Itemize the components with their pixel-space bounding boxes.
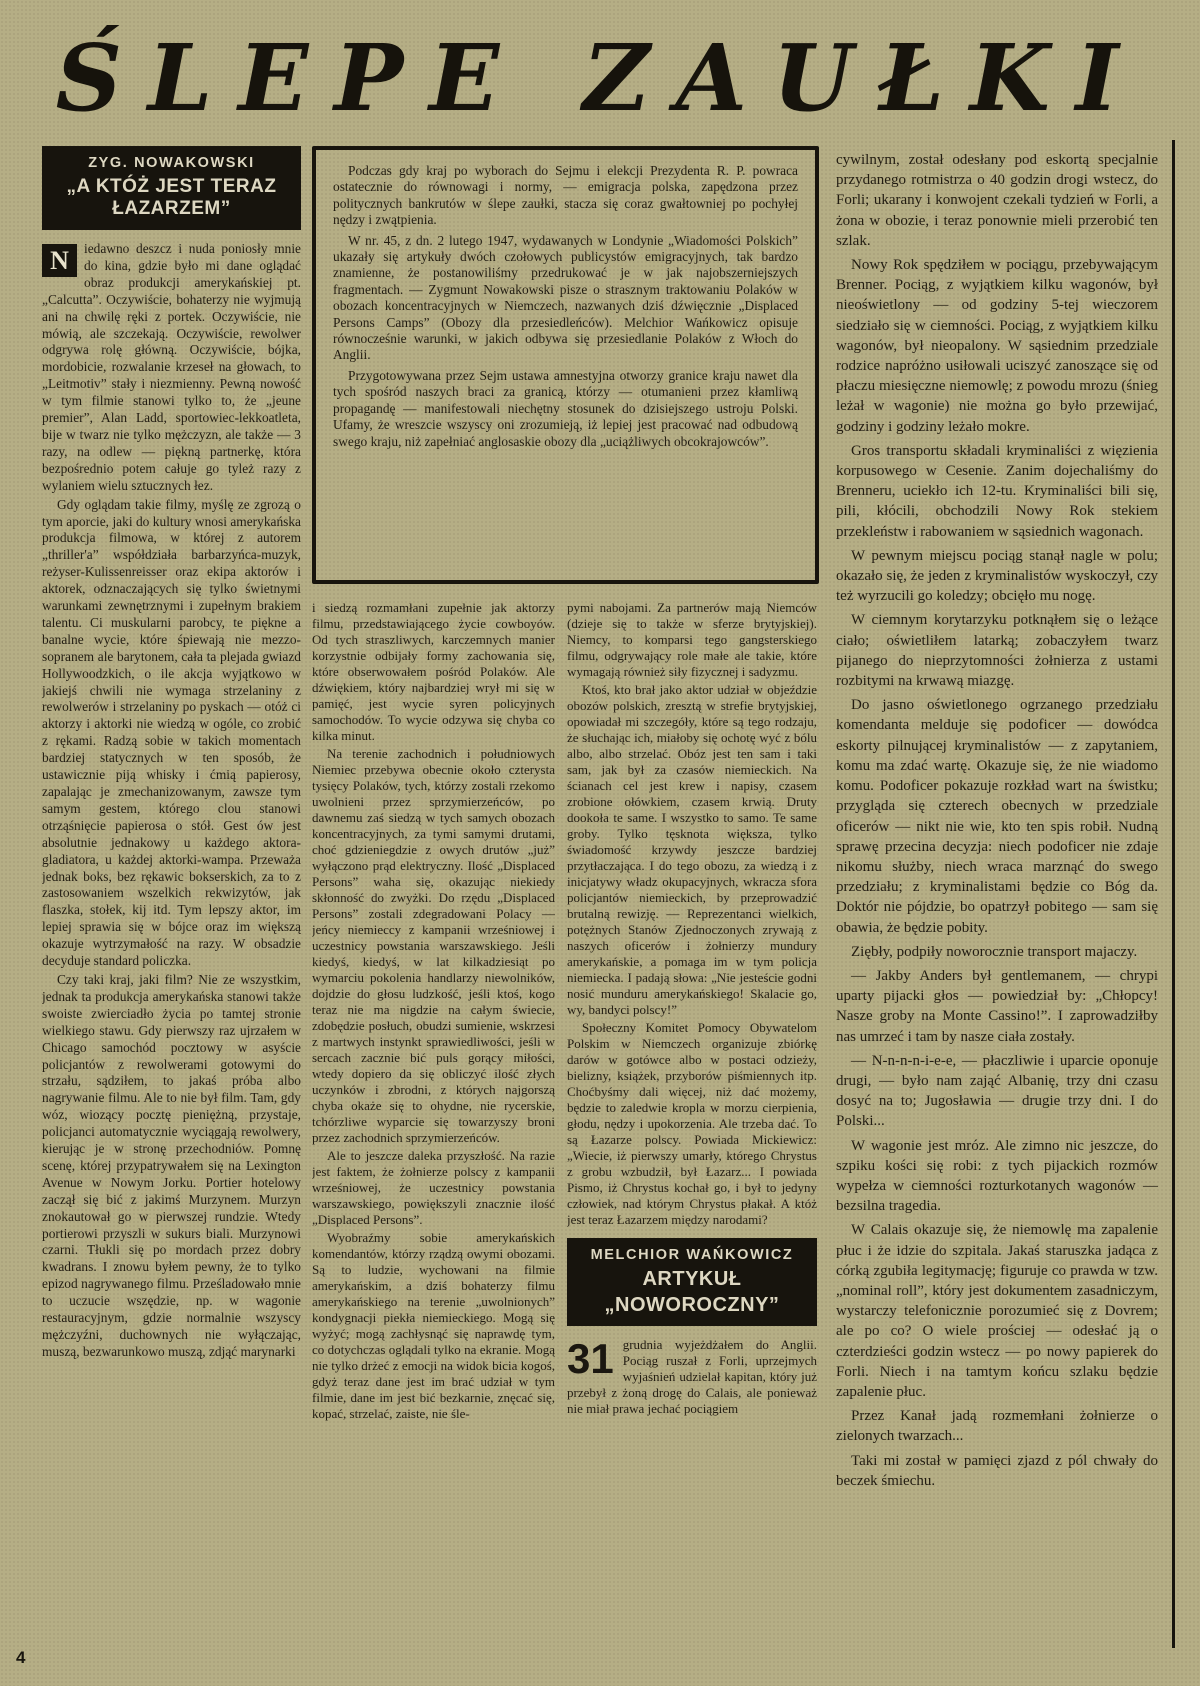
page-number: 4 — [16, 1648, 26, 1667]
paragraph: Ziębły, podpiły noworocznie transport majaczy. — [851, 943, 1138, 960]
paragraph: pymi nabojami. Za partnerów mają Niemców (dzieje się to także w sferze brytyjskiej). Niemcy, to komparsi tego gangsterskiego filmu, odgrywający role małe ale takie, które wymagają również siły fizycznej i sadyzmu. — [567, 600, 817, 679]
paragraph: Gdy oglądam takie filmy, myślę ze zgrozą o tym aporcie, jaki do kultury wnosi amerykańska produkcja filmowa, w której z autorem „thriller'a” współdziała barbarzyńca-muzyk, reżyser-Kulissenreisser oraz ekipa aktorów i aktorek, odznaczających się tylko świetnymi warunkami zewnętrznymi i zupełnym brakiem talentu. Ci muskularni parobcy, te piękne a banalne wycie, które śpiewają nie mezzo-sopranem ale barytonem, cała ta plejada gwiazd Hollywoodzkich, o ile akcja wyjątkowo w jakiejś chwili nie wymaga strzelaniny z rewolwerów i strzelaniny po pyskach — otóż ci aktorzy i aktorki nie wiedzą w ogóle, co zrobić z rękami. Radzą sobie w takich momentach bardziej statycznych w ten sposób, że ustawicznie piją whisky i ćmią papierosy, zapalając je zmechanizowanym, zawsze tym samym gestem, którego clou stanowi otrząśnięcie papierosa o stół. Gest ów jest absolutnie jednakowy u każdego aktora-gladiatora, u każdej aktorki-wampa. Przeważa jednak boks, bez rękawic bokserskich, za to z zastosowaniem wszelkich rekwizytów, jak flaszka, stołek, kij itd. Tym lepszy aktor, im lepiej sprawia się w bójce oraz im większą okazuje wytrzymałość na razy. W obsadzie decyduje standard policzka. — [42, 496, 301, 969]
paragraph: grudnia wyjeżdżałem do Anglii. Pociąg ruszał z Forli, uprzejmych wyjaśnień udzielał kapitan, który już przebył z żoną drogę do Calais, ale ponieważ nie miał prawa jechać pociągiem — [567, 1337, 817, 1416]
paragraph: — N-n-n-n-i-e-e, — płaczliwie i uparcie oponuje drugi, — było nam zająć Albanię, trzy dni czasu dosyć na to; Jugosławia — drugie trzy dni. I do Polski... — [836, 1052, 1158, 1130]
paragraph: W Calais okazuje się, że niemowlę ma zapalenie płuc i że idzie do szpitala. Jakaś staruszka jadąca z córką zgubiła legitymację; figuruje co prawda w tzw. „nominal roll”, który jest dokumentem zasadniczym, wystarczy telefonicznie porozumieć się z Dovrem; ale po co? O wiele prościej — odesłać ją o czterdzieści godzin wstecz — po nowy papierek do Forli. Niech i na tamtym końcu szlaku będzie zapalenie płuc. — [836, 1222, 1158, 1400]
paragraph: Podczas gdy kraj po wyborach do Sejmu i elekcji Prezydenta R. P. powraca ostatecznie do równowagi i normy, — emigracja polska, zapędzona przez politycznych bankrutów w ślepe zaułki, stacza się coraz gwałtowniej po pochyłej nędzy i zwątpienia. — [333, 163, 798, 228]
paragraph: Taki mi został w pamięci zjazd z pól chwały do beczek śmiechu. — [836, 1452, 1158, 1489]
article-title-line2: „NOWOROCZNY” — [604, 1294, 780, 1316]
text-column-4 — [836, 150, 1158, 1646]
nowakowski-kicker — [42, 146, 301, 230]
paragraph: Na terenie zachodnich i południowych Niemiec przebywa obecnie około czterysta tysięcy Polaków, tych, którzy zostali rzekomo uwolnieni przez sprzymierzeńców, po dawnemu zaś siedzą w tych samych obozach koncentracyjnych, za tymi samymi drutami, choć gdzieniegdzie z owych drutów „już” wyłączono prąd elektryczny. Ilość „Displaced Persons” waha się, okazując niekiedy skłonność do zwyżki. Do rzędu „Displaced Persons” zostali zdegradowani Polacy — jeńcy niemieccy z kampanii wrześniowej i uczestnicy powstania warszawskiego. Jeśli kiedyś, kiedyś, w lat kilkadziesiąt po wymarciu pokolenia handlarzy niewolników, dojdzie do głosu ludzkość, jeśli ktoś, kogo teraz nie ma nigdzie na całym świecie, zdobędzie posłuch, obudzi sumienie, wskrzesi z martwych instynkt sprawiedliwości, jeśli w sercach zacznie bić puls gorący miłości, wtedy dopiero da się obliczyć ilość złych uczynków i zbrodni, z których najgorszą chyba okaże się to ohydne, nie rycerskie, tchórzliwe wyparcie się towarzyszy broni przez zachodnich sprzymierzeńców. — [312, 746, 555, 1145]
paragraph: W pewnym miejscu pociąg stanął nagle w polu; okazało się, że jeden z kryminalistów wyskoczył, czy też wyrzucili go koledzy; obcięło mu nogę. — [836, 547, 1158, 605]
paragraph: Gros transportu składali kryminaliści z więzienia korpusowego w Cesenie. Zanim dojechaliśmy do Brenneru, uciekło ich 12-tu. Kryminaliści bili się, pili, kłócili, obchodzili Nowy Rok stekiem przekleństw i rabowaniem w sąsiednich wagonach. — [836, 442, 1158, 540]
paragraph: i siedzą rozmamłani zupełnie jak aktorzy filmu, przedstawiającego życie cowboyów. Od tych straszliwych, karczemnych manier korzystnie odbijały formy zachowania się, które obserwowałem pośród Polaków. Ale dźwiękiem, który najbardziej wrył mi się w pamięć, jest wycie syren policyjnych samochodów. To wycie odzywa się chyba co kilka minut. — [312, 600, 555, 743]
paragraph: W nr. 45, z dn. 2 lutego 1947, wydawanych w Londynie „Wiadomości Polskich” ukazały się artykuły dwóch czołowych publicystów emigracyjnych, tak bardzo znamienne, że postanowiliśmy przedrukować je w jak najobszerniejszych fragmentach. — Zygmunt Nowakowski pisze o strasznym traktowaniu Polaków w obozach koncentracyjnych w Niemczech, nazwanych dziś dźwięcznie „Displaced Persons Camps” (Obozy dla przesiedleńców). Melchior Wańkowicz opisuje równocześnie warunki, w jakich odbywa się przesiedlanie Polaków z Włoch do Anglii. — [333, 232, 798, 363]
drop-cap-31: 31 — [567, 1335, 614, 1382]
editorial-lead-box — [312, 146, 819, 584]
text-column-1 — [42, 146, 301, 1646]
column-rule — [1172, 140, 1175, 1648]
author-name: ZYG. NOWAKOWSKI — [88, 155, 255, 171]
paragraph: — Jakby Anders był gentlemanem, — chrypi uparty pijacki głos — powiedział by: „Chłopcy! Nasze groby na Monte Cassino!”. I zaprowadziłby nas umrzeć i tam by nasze ciała zostały. — [836, 967, 1158, 1045]
paragraph: Przez Kanał jadą rozmemłani żołnierze o zielonych twarzach... — [836, 1408, 1158, 1445]
text-column-2 — [312, 600, 555, 1648]
paragraph-group — [333, 163, 798, 450]
paragraph: Czy taki kraj, jaki film? Nie ze wszystkim, jednak ta produkcja amerykańska stanowi także swoiste zwierciadło życia po tamtej stronie wielkiego stawu. Gdy pierwszy raz ujrzałem w Chicago samochód pocztowy w asyście policjantów z rewolwerami gotowymi do strzału, sądziłem, to jakaś próba albo nagrywanie filmu. Ale to nie był film. Tam, gdy wóz, wiozący pocztę pieniężną, przystaje, policjanci automatycznie wyciągają rewolwery, kierując je w stronę przechodniów. Pomnę scenę, której przypatrywałem się na Lexington Avenue w Nowym Jorku. Portier hotelowy zaczął się bić z jakimś Murzynem. Murzyn znokautował go w pierwszej rundzie. Wtedy portierowi przyszli w sukurs biali. Murzynowi czarni. Tłukli się po mordach przez dobry kwadrans. I znowu byłem pewny, że to tylko epizod nagrywanego filmu. Prześladowało mnie to uczucie wszędzie, np. w wagonie restauracyjnym, gdzie normalnie wszyscy mężczyźni, duchownych nie wyłączając, muszą, bezwarunkowo muszą, zdjąć marynarki — [42, 971, 301, 1359]
paragraph: W wagonie jest mróz. Ale zimno nic jeszcze, do szpiku kości się robi: z tych pijackich rozmów wypełza w ciemności rozturkotanych wagonów — bezsilna tragedia. — [836, 1137, 1158, 1215]
article-title-line1: ARTYKUŁ — [642, 1268, 742, 1290]
paragraph: Przygotowywana przez Sejm ustawa amnestyjna otworzy granice kraju nawet dla tych spośród naszych braci za granicą, którzy — otumanieni przez kłamliwą propagandę — manifestowali niechętny stosunek do dzisiejszego ustroju Polski. Ufamy, że wreszcie wszyscy oni zrozumieją, iż lepiej jest pracować nad odbudową swego kraju, niż zapełniać anglosaskie obozy dla „uciążliwych obcokrajowców”. — [333, 367, 798, 449]
paragraph: Do jasno oświetlonego ogrzanego przedziału komendanta melduje się podoficer — dowódca eskorty pilnującej kryminalistów — z zapytaniem, komu ma zdać wartę. Okazuje się, że nie wiadomo komu. Podoficer pokazuje rozkład wart na świstku; przygląda się czterech obecnych w przedziale oficerów — nikt nie wie, kto ten spis robił. Nudną sprawę przecina decyzja: niech podoficer nie zdaje nikomu służby, niech wraca marznąć do swego przedziału; z kryminalistami będzie co Bóg da. Doktór nie pójdzie, bo opatrzył pobitego — sam się obawia, że będzie pobity. — [836, 697, 1158, 936]
author-name: MELCHIOR WAŃKOWICZ — [590, 1247, 794, 1263]
paragraph: iedawno deszcz i nuda poniosły mnie do kina, gdzie było mi dane oglądać obraz produkcji amerykańskiej pt. „Calcutta”. Oczywiście, bohaterzy nie wyjmują ani na chwilę ręki z portek. Oczywiście, nie mówią, ale szczekają. Oczywiście, rewolwer odgrywa rolę główną. Oczywiście, bójka, mordobicie, rozwalanie krzeseł na głowach, to „Leitmotiv” stały i niezmienny. Pewną nowość w tym filmie stanowi tylko to, że „jeune premier”, Alan Ladd, sportowiec-lekkoatleta, bije w twarz nie tylko mężczyzn, ale także — 3 razy, na odlew — piękną partnerkę, która bezpośrednio potem całuje go tyleż razy z wylaniem wielu sztucznych łez. — [42, 241, 301, 493]
article-title: „A KTÓŻ JEST TERAZ ŁAZARZEM” — [66, 176, 277, 219]
paragraph: Ktoś, kto brał jako aktor udział w objeździe obozów polskich, zresztą w strefie brytyjskiej, opowiadał mi szczegóły, które są tego rodzaju, że słuchając ich, miałoby się ochotę wyć z bólu albo, albo strzelać. Obóz jest ten sam i taki sam, jak był za czasów niemieckich. Na ścianach cel jest krew i napisy, czasem zrobione ołówkiem, czasem krwią. Druty dookoła te same. I wszystko to samo. Te same groby. Tylko tęsknota większa, tylko świadomość krzywdy jeszcze bardziej przytłaczająca. I do tego obozu, za wiedzą i z inicjatywy władz okupacyjnych, wkracza sfora policjantów niemieckich, by przeprowadzić brutalną rewizję. — Reprezentanci wielkich, potężnych Stanów Zjednoczonych zrywają z naszych oficerów i żołnierzy mundury amerykańskie, a pomaga im w tym policja niemiecka. I padają słowa: „Nie jesteście godni nosić munduru amerykańskiego! Skalacie go, wy, bandyci polscy!” — [567, 682, 817, 1017]
drop-cap-n: N — [42, 244, 77, 277]
masthead-title: ŚLEPE ZAUŁKI — [55, 24, 1145, 132]
paragraph: W ciemnym korytarzyku potknąłem się o leżące ciało; oświetliłem latarką; zobaczyłem twarz pijanego do nieprzytomności żołnierza z ustami rozbitymi na krwawą miazgę. — [836, 612, 1158, 690]
wankowicz-kicker — [567, 1238, 817, 1326]
paragraph: cywilnym, został odesłany pod eskortą specjalnie przydanego rotmistrza o 40 godzin drogi wstecz, do Forli; ukarany i konwojent czekali tydzień w Forli, a żona w obozie, i teraz ponownie mieli przerobić ten szlak. — [836, 152, 1158, 249]
paragraph: Społeczny Komitet Pomocy Obywatelom Polskim w Niemczech organizuje zbiórkę darów w gotówce albo w postaci odzieży, bielizny, książek, przyborów piśmiennych itp. Choćbyśmy dali więcej, niż dać możemy, będzie to zaledwie kropla w morzu cierpienia, głodu, nędzy i upokorzenia. Ale trzeba dać. To są Łazarze polscy. Powiada Mickiewicz: „Wiecie, iż pierwszy umarły, którego Chrystus z grobu wzbudził, był Łazarz... I powiada Pismo, iż Chrystus kochał go, i był to jedyny człowiek, nad którym Chrystus płakał. A któż jest teraz Łazarzem między narodami? — [567, 1020, 817, 1227]
paragraph: Nowy Rok spędziłem w pociągu, przebywającym Brenner. Pociąg, z wyjątkiem kilku wagonów, był nieoświetlony — od godziny 5-tej wieczorem siedziało się w ciemności. Pociąg, z wyjątkiem kilku wagonów, był nieopalony. W sąsiednim przedziale rodzice napróżno usiłowali uciszyć zanoszące się od płaczu miesięczne niemowlę; z powodu mrozu (śnieg leżał w wagonie) nie można go było przewijać, godziny i godziny leżało mokre. — [836, 257, 1158, 435]
text-column-3 — [567, 600, 817, 1648]
paragraph: Wyobraźmy sobie amerykańskich komendantów, którzy rządzą owymi obozami. Są to ludzie, wychowani na filmie amerykańskim, a dziś bohaterzy filmu amerykańskiego na terenie „uwolnionych” kondygnacji piekła niemieckiego. Mogą się wyżyć; mogą zachłysnąć się naprawdę tym, co dotychczas oglądali tylko na ekranie. Mogą nie tylko drżeć z emocji na widok bicia kogoś, gdyż teraz dane jest im brać udział w tym filmie, dane im jest bić bezkarnie, znęcać się, kopać, strzelać, zaiste, nie śle- — [312, 1230, 555, 1421]
paragraph: Ale to jeszcze daleka przyszłość. Na razie jest faktem, że żołnierze polscy z kampanii wrześniowej, że uczestnicy powstania warszawskiego, powiększyli znacznie ilość „Displaced Persons”. — [312, 1148, 555, 1227]
paragraph-group — [42, 497, 301, 1361]
paragraph-group — [567, 600, 817, 1228]
